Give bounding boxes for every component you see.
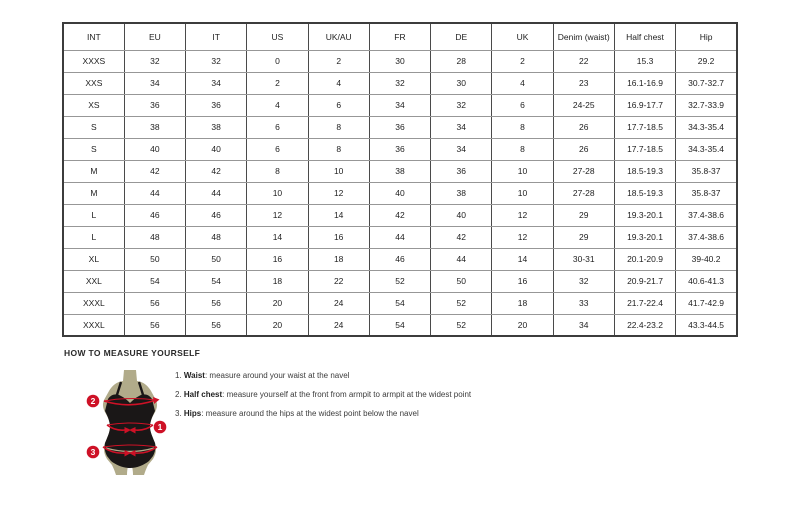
svg-text:1: 1 bbox=[157, 422, 163, 432]
table-cell: 28 bbox=[431, 50, 492, 72]
table-cell: 27-28 bbox=[553, 160, 614, 182]
table-cell: 50 bbox=[431, 270, 492, 292]
table-cell: 16 bbox=[247, 248, 308, 270]
table-cell: 50 bbox=[186, 248, 247, 270]
table-cell: 34 bbox=[431, 138, 492, 160]
table-row bbox=[63, 270, 737, 292]
table-cell: 44 bbox=[369, 226, 430, 248]
table-cell: 54 bbox=[124, 270, 185, 292]
table-cell: 12 bbox=[308, 182, 369, 204]
table-cell: XXL bbox=[63, 270, 124, 292]
table-cell: 16.1-16.9 bbox=[614, 72, 675, 94]
step-text: : measure around the hips at the widest point below the navel bbox=[201, 409, 419, 418]
table-cell: 30-31 bbox=[553, 248, 614, 270]
header-row bbox=[63, 23, 737, 50]
table-row bbox=[63, 138, 737, 160]
table-cell: 20.9-21.7 bbox=[614, 270, 675, 292]
table-cell: 17.7-18.5 bbox=[614, 138, 675, 160]
table-cell: 8 bbox=[492, 116, 553, 138]
table-cell: 46 bbox=[124, 204, 185, 226]
table-cell: 21.7-22.4 bbox=[614, 292, 675, 314]
column-header: UK bbox=[492, 23, 553, 50]
size-table-body bbox=[63, 50, 737, 336]
table-cell: XXS bbox=[63, 72, 124, 94]
measure-step bbox=[175, 389, 471, 400]
table-cell: 56 bbox=[124, 292, 185, 314]
table-cell: 42 bbox=[431, 226, 492, 248]
table-row bbox=[63, 204, 737, 226]
table-row bbox=[63, 160, 737, 182]
table-cell: S bbox=[63, 138, 124, 160]
measure-section-heading: HOW TO MEASURE YOURSELF bbox=[64, 348, 201, 358]
table-cell: 32 bbox=[186, 50, 247, 72]
table-cell: 52 bbox=[431, 314, 492, 336]
table-cell: 27-28 bbox=[553, 182, 614, 204]
table-cell: 29 bbox=[553, 226, 614, 248]
table-cell: 38 bbox=[186, 116, 247, 138]
table-cell: XL bbox=[63, 248, 124, 270]
table-cell: 33 bbox=[553, 292, 614, 314]
column-header: Denim (waist) bbox=[553, 23, 614, 50]
table-cell: L bbox=[63, 226, 124, 248]
table-cell: 56 bbox=[186, 314, 247, 336]
table-cell: 40 bbox=[431, 204, 492, 226]
table-cell: 8 bbox=[492, 138, 553, 160]
table-cell: 30.7-32.7 bbox=[676, 72, 737, 94]
table-cell: 34 bbox=[553, 314, 614, 336]
table-cell: 32 bbox=[431, 94, 492, 116]
table-cell: 36 bbox=[369, 138, 430, 160]
table-cell: 32 bbox=[553, 270, 614, 292]
table-cell: 2 bbox=[247, 72, 308, 94]
measure-point-1-badge bbox=[154, 421, 167, 434]
table-cell: 2 bbox=[492, 50, 553, 72]
table-cell: 38 bbox=[369, 160, 430, 182]
table-cell: 44 bbox=[431, 248, 492, 270]
table-row bbox=[63, 116, 737, 138]
column-header: US bbox=[247, 23, 308, 50]
table-cell: 23 bbox=[553, 72, 614, 94]
column-header: EU bbox=[124, 23, 185, 50]
table-cell: S bbox=[63, 116, 124, 138]
table-cell: 17.7-18.5 bbox=[614, 116, 675, 138]
table-cell: 35.8-37 bbox=[676, 160, 737, 182]
table-cell: 54 bbox=[369, 292, 430, 314]
table-cell: 32.7-33.9 bbox=[676, 94, 737, 116]
table-cell: 35.8-37 bbox=[676, 182, 737, 204]
table-cell: 19.3-20.1 bbox=[614, 226, 675, 248]
table-cell: 30 bbox=[369, 50, 430, 72]
table-cell: 18 bbox=[308, 248, 369, 270]
step-label: Hips bbox=[183, 409, 202, 418]
measure-step bbox=[175, 408, 471, 419]
table-cell: 42 bbox=[124, 160, 185, 182]
table-cell: 16 bbox=[492, 270, 553, 292]
table-cell: 14 bbox=[247, 226, 308, 248]
table-cell: 16.9-17.7 bbox=[614, 94, 675, 116]
table-cell: 10 bbox=[247, 182, 308, 204]
table-cell: 36 bbox=[186, 94, 247, 116]
table-cell: L bbox=[63, 204, 124, 226]
table-cell: 12 bbox=[492, 204, 553, 226]
size-table-header bbox=[63, 23, 737, 50]
table-cell: 19.3-20.1 bbox=[614, 204, 675, 226]
table-cell: 36 bbox=[431, 160, 492, 182]
table-cell: 24 bbox=[308, 314, 369, 336]
table-cell: 6 bbox=[308, 94, 369, 116]
table-cell: 52 bbox=[431, 292, 492, 314]
column-header: Half chest bbox=[614, 23, 675, 50]
table-cell: XXXS bbox=[63, 50, 124, 72]
table-cell: 26 bbox=[553, 138, 614, 160]
table-cell: 4 bbox=[247, 94, 308, 116]
size-conversion-table bbox=[62, 22, 738, 337]
table-cell: 32 bbox=[369, 72, 430, 94]
column-header: DE bbox=[431, 23, 492, 50]
table-cell: 6 bbox=[492, 94, 553, 116]
column-header: UK/AU bbox=[308, 23, 369, 50]
table-cell: 40.6-41.3 bbox=[676, 270, 737, 292]
table-cell: 34 bbox=[369, 94, 430, 116]
table-cell: 4 bbox=[308, 72, 369, 94]
table-cell: 38 bbox=[431, 182, 492, 204]
table-cell: 10 bbox=[492, 182, 553, 204]
table-row bbox=[63, 72, 737, 94]
table-cell: 42 bbox=[186, 160, 247, 182]
table-row bbox=[63, 292, 737, 314]
table-cell: 24 bbox=[308, 292, 369, 314]
table-cell: 38 bbox=[124, 116, 185, 138]
svg-text:3: 3 bbox=[90, 447, 96, 457]
table-cell: 15.3 bbox=[614, 50, 675, 72]
table-cell: 14 bbox=[308, 204, 369, 226]
table-cell: 34.3-35.4 bbox=[676, 138, 737, 160]
table-cell: 56 bbox=[186, 292, 247, 314]
table-cell: 18 bbox=[492, 292, 553, 314]
table-cell: 50 bbox=[124, 248, 185, 270]
table-cell: 40 bbox=[186, 138, 247, 160]
table-cell: 34 bbox=[124, 72, 185, 94]
table-cell: 12 bbox=[247, 204, 308, 226]
table-cell: 22 bbox=[308, 270, 369, 292]
table-cell: 8 bbox=[308, 138, 369, 160]
table-cell: 4 bbox=[492, 72, 553, 94]
table-cell: 36 bbox=[369, 116, 430, 138]
table-cell: 40 bbox=[124, 138, 185, 160]
table-cell: 12 bbox=[492, 226, 553, 248]
table-cell: 18.5-19.3 bbox=[614, 160, 675, 182]
measure-step bbox=[175, 370, 471, 381]
step-text: : measure yourself at the front from armpit to armpit at the widest point bbox=[222, 390, 472, 399]
column-header: IT bbox=[186, 23, 247, 50]
table-cell: 30 bbox=[431, 72, 492, 94]
measure-point-2-badge bbox=[87, 395, 100, 408]
table-row bbox=[63, 182, 737, 204]
table-cell: 54 bbox=[369, 314, 430, 336]
table-cell: 10 bbox=[492, 160, 553, 182]
step-number: 2. bbox=[175, 390, 184, 399]
table-cell: 20 bbox=[247, 292, 308, 314]
table-cell: 8 bbox=[247, 160, 308, 182]
table-cell: 20 bbox=[492, 314, 553, 336]
step-label: Half chest bbox=[183, 390, 223, 399]
table-cell: 22.4-23.2 bbox=[614, 314, 675, 336]
table-cell: XXXL bbox=[63, 314, 124, 336]
table-cell: 29.2 bbox=[676, 50, 737, 72]
step-number: 3. bbox=[175, 409, 184, 418]
step-label: Waist bbox=[183, 371, 205, 380]
table-cell: 46 bbox=[369, 248, 430, 270]
table-cell: 26 bbox=[553, 116, 614, 138]
table-row bbox=[63, 94, 737, 116]
table-cell: M bbox=[63, 182, 124, 204]
measure-steps-list bbox=[175, 370, 471, 427]
table-cell: 37.4-38.6 bbox=[676, 204, 737, 226]
table-cell: 16 bbox=[308, 226, 369, 248]
table-cell: 37.4-38.6 bbox=[676, 226, 737, 248]
table-cell: 34 bbox=[431, 116, 492, 138]
table-cell: 29 bbox=[553, 204, 614, 226]
table-cell: 8 bbox=[308, 116, 369, 138]
table-cell: 0 bbox=[247, 50, 308, 72]
table-cell: 56 bbox=[124, 314, 185, 336]
table-cell: 18.5-19.3 bbox=[614, 182, 675, 204]
table-cell: XXXL bbox=[63, 292, 124, 314]
table-cell: 34 bbox=[186, 72, 247, 94]
table-cell: XS bbox=[63, 94, 124, 116]
table-cell: 41.7-42.9 bbox=[676, 292, 737, 314]
table-cell: 6 bbox=[247, 116, 308, 138]
step-number: 1. bbox=[175, 371, 184, 380]
table-row bbox=[63, 248, 737, 270]
table-cell: 14 bbox=[492, 248, 553, 270]
table-cell: 43.3-44.5 bbox=[676, 314, 737, 336]
table-cell: 2 bbox=[308, 50, 369, 72]
table-cell: 40 bbox=[369, 182, 430, 204]
table-cell: 34.3-35.4 bbox=[676, 116, 737, 138]
svg-text:2: 2 bbox=[90, 396, 96, 406]
table-cell: 39-40.2 bbox=[676, 248, 737, 270]
table-cell: 52 bbox=[369, 270, 430, 292]
column-header: Hip bbox=[676, 23, 737, 50]
column-header: FR bbox=[369, 23, 430, 50]
mannequin-figure-svg bbox=[85, 369, 175, 479]
table-row bbox=[63, 314, 737, 336]
table-cell: 48 bbox=[124, 226, 185, 248]
table-cell: 42 bbox=[369, 204, 430, 226]
table-cell: 48 bbox=[186, 226, 247, 248]
table-cell: 20 bbox=[247, 314, 308, 336]
table-cell: 46 bbox=[186, 204, 247, 226]
mannequin-illustration bbox=[85, 369, 175, 479]
table-cell: 54 bbox=[186, 270, 247, 292]
measure-point-3-badge bbox=[87, 446, 100, 459]
table-cell: 36 bbox=[124, 94, 185, 116]
column-header: INT bbox=[63, 23, 124, 50]
table-cell: 10 bbox=[308, 160, 369, 182]
step-text: : measure around your waist at the navel bbox=[204, 371, 350, 380]
table-cell: 6 bbox=[247, 138, 308, 160]
table-row bbox=[63, 50, 737, 72]
table-cell: M bbox=[63, 160, 124, 182]
table-cell: 32 bbox=[124, 50, 185, 72]
table-row bbox=[63, 226, 737, 248]
table-cell: 24-25 bbox=[553, 94, 614, 116]
table-cell: 44 bbox=[124, 182, 185, 204]
table-cell: 20.1-20.9 bbox=[614, 248, 675, 270]
table-cell: 22 bbox=[553, 50, 614, 72]
table-cell: 18 bbox=[247, 270, 308, 292]
table-cell: 44 bbox=[186, 182, 247, 204]
